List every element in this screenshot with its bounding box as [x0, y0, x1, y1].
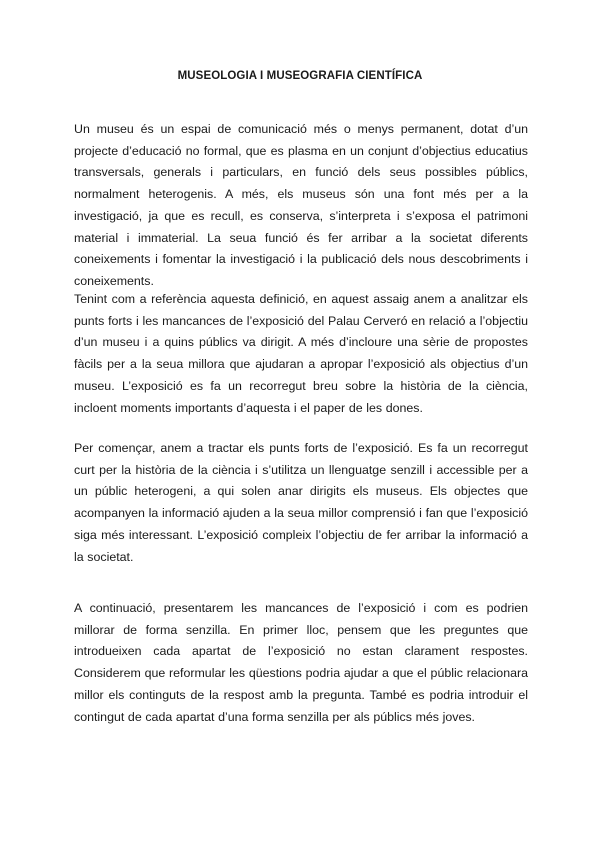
paragraph-1: Un museu és un espai de comunicació més o menys permanent, dotat d’un projecte d’educació no formal, que es plasma en un conjunt d’objectius educatius transversals, generals i particulars, en funció dels seus possibles públics, normalment heterogenis. A més, els museus són una font més per a la investigació, ja que es recull, es conserva, s’interpreta i s’exposa el patrimoni material i immaterial. La seua funció és fer arribar a la societat diferents coneixements i fomentar la investigació i la publicació dels nous descobriments i coneixements.: [74, 122, 528, 288]
document-title: MUSEOLOGIA I MUSEOGRAFIA CIENTÍFICA: [177, 70, 423, 82]
paragraph-2: Tenint com a referència aquesta definició, en aquest assaig anem a analitzar els punts forts i les mancances de l’exposició del Palau Cerveró en relació a l’objectiu d’un museu i a quins públics va dirigit. A més d’incloure una sèrie de propostes fàcils per a la seua millora que ajudaran a apropar l’exposició als objectius d’un museu. L’exposició es fa un recorregut breu sobre la història de la ciència, incloent moments importants d’aquesta i el paper de les dones.: [74, 292, 528, 415]
paragraph-3: Per començar, anem a tractar els punts forts de l’exposició. Es fa un recorregut curt per la història de la ciència i s’utilitza un llenguatge senzill i accessible per a un públic heterogeni, a qui solen anar dirigits els museus. Els objectes que acompanyen la informació ajuden a la seua millor comprensió i fan que l’exposició siga més interessant. L’exposició compleix l’objectiu de fer arribar la informació a la societat.: [74, 441, 528, 564]
paragraph-4: A continuació, presentarem les mancances de l’exposició i com es podrien millorar de forma senzilla. En primer lloc, pensem que les preguntes que introdueixen cada apartat de l’exposició no estan clarament respostes. Considerem que reformular les qüestions podria ajudar a que el públic relacionara millor els continguts de la respost amb la pregunta. També es podria introduir el contingut de cada apartat d’una forma senzilla per als públics més joves.: [74, 601, 528, 724]
